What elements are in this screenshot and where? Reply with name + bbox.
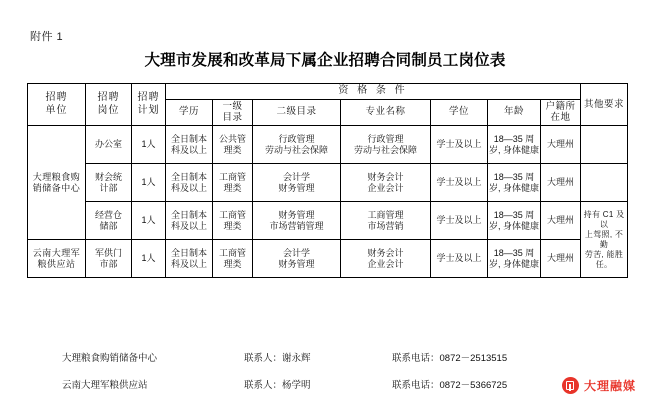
cell-education-line2: 科及以上 [170, 258, 207, 269]
table-header-row-1 [28, 84, 628, 100]
cell-age-line1: 18—35 周 [493, 171, 535, 182]
cell-residence: 大理州 [541, 202, 581, 240]
cell-residence: 大理州 [541, 126, 581, 164]
cell-education-line1: 全日制本 [170, 133, 207, 144]
cell-education-line1: 全日制本 [170, 209, 207, 220]
footer-phone: 联系电话：0872－2513515 [392, 353, 508, 364]
cell-position-line2: 计部 [99, 182, 118, 193]
header-category1 [213, 99, 253, 126]
cell-major [341, 164, 431, 202]
cell-education-line1: 全日制本 [170, 247, 207, 258]
cell-unit-line2: 粮供应站 [37, 258, 76, 269]
cell-category2-line1: 财务管理 [278, 209, 315, 220]
cell-position [86, 202, 132, 240]
cell-major-line2: 市场营销 [367, 220, 404, 231]
cell-category1-line2: 理类 [223, 258, 242, 269]
cell-category1 [213, 164, 253, 202]
cell-position: 办公室 [86, 126, 132, 164]
cell-major-line2: 企业会计 [367, 182, 404, 193]
table-row [28, 202, 628, 240]
cell-unit-line1: 大理粮食购 [32, 171, 81, 182]
header-category2-line1: 二级 [276, 106, 297, 118]
cell-plan: 1人 [132, 202, 166, 240]
cell-category2 [253, 240, 341, 278]
footer-line [0, 377, 650, 391]
cell-age-line1: 18—35 周 [493, 133, 535, 144]
cell-unit [28, 240, 86, 278]
page-title: 大理市发展和改革局下属企业招聘合同制员工岗位表 [144, 52, 506, 69]
cell-position [86, 164, 132, 202]
cell-education [166, 202, 213, 240]
header-residence [541, 99, 581, 126]
header-unit-line2: 单位 [45, 104, 68, 116]
header-position [86, 84, 132, 126]
cell-major-line1: 财务会计 [367, 247, 404, 258]
cell-category2-line2: 劳动与社会保障 [264, 144, 328, 155]
cell-age [488, 240, 541, 278]
cell-degree: 学士及以上 [431, 202, 488, 240]
cell-category1-line2: 理类 [223, 144, 242, 155]
cell-age [488, 164, 541, 202]
cell-education [166, 126, 213, 164]
cell-age-line1: 18—35 周 [493, 209, 535, 220]
cell-category1 [213, 240, 253, 278]
cell-education [166, 164, 213, 202]
header-other: 其他要求 [581, 84, 628, 126]
header-position-line2: 岗位 [97, 104, 120, 116]
footer-line [0, 350, 650, 364]
recruitment-table [27, 83, 628, 278]
cell-age-line1: 18—35 周 [493, 247, 535, 258]
cell-other [581, 126, 628, 164]
cell-position-line2: 储部 [99, 220, 118, 231]
header-unit [28, 84, 86, 126]
header-degree: 学位 [431, 99, 488, 126]
cell-unit-line1: 云南大理军 [32, 247, 81, 258]
cell-category2 [253, 126, 341, 164]
cell-position-line1: 经营仓 [94, 209, 122, 220]
cell-category2-line1: 行政管理 [278, 133, 315, 144]
cell-category2-line2: 市场营销管理 [269, 220, 324, 231]
cell-category1 [213, 202, 253, 240]
cell-education [166, 240, 213, 278]
cell-category1-line1: 工商管 [218, 171, 246, 182]
header-category2 [253, 99, 341, 126]
cell-age-line2: 岁, 身体健康 [489, 258, 540, 269]
cell-unit [28, 126, 86, 240]
cell-major-line1: 工商管理 [367, 209, 404, 220]
cell-age-line2: 岁, 身体健康 [489, 182, 540, 193]
cell-age [488, 126, 541, 164]
attachment-label: 附件 1 [30, 31, 64, 43]
footer-org: 云南大理军粮供应站 [62, 380, 148, 391]
header-qualification: 资 格 条 件 [166, 84, 581, 100]
cell-other-line3: 劳苦, 能胜任。 [584, 249, 624, 269]
header-position-line1: 招聘 [97, 92, 120, 104]
cell-age [488, 202, 541, 240]
cell-category2 [253, 202, 341, 240]
cell-education-line2: 科及以上 [170, 220, 207, 231]
header-age: 年龄 [488, 99, 541, 126]
cell-unit-line2: 销储备中心 [32, 182, 81, 193]
cell-category2-line1: 会计学 [282, 247, 310, 258]
cell-major [341, 126, 431, 164]
cell-residence: 大理州 [541, 240, 581, 278]
cell-education-line1: 全日制本 [170, 171, 207, 182]
cell-position-line2: 市部 [99, 258, 118, 269]
cell-residence: 大理州 [541, 164, 581, 202]
header-education: 学历 [166, 99, 213, 126]
cell-education-line2: 科及以上 [170, 182, 207, 193]
header-unit-line1: 招聘 [45, 92, 68, 104]
footer-org: 大理粮食购销储备中心 [62, 353, 158, 364]
cell-major [341, 202, 431, 240]
header-category2-line2: 目录 [296, 106, 317, 118]
cell-category2-line1: 会计学 [282, 171, 310, 182]
cell-major-line1: 行政管理 [367, 133, 404, 144]
cell-degree: 学士及以上 [431, 240, 488, 278]
cell-category2-line2: 财务管理 [278, 182, 315, 193]
header-plan-line2: 计划 [137, 104, 160, 116]
cell-major-line2: 劳动与社会保障 [353, 144, 417, 155]
cell-other-line2: 上驾照, 不勤 [584, 229, 624, 249]
cell-category1-line2: 理类 [223, 182, 242, 193]
cell-age-line2: 岁, 身体健康 [489, 144, 540, 155]
cell-position-line1: 军供门 [94, 247, 122, 258]
cell-plan: 1人 [132, 164, 166, 202]
cell-other [581, 164, 628, 202]
cell-plan: 1人 [132, 240, 166, 278]
cell-major-line2: 企业会计 [367, 258, 404, 269]
cell-degree: 学士及以上 [431, 126, 488, 164]
footer-contact: 联系人：杨学明 [244, 380, 311, 391]
camera-icon [562, 377, 579, 394]
footer-contact: 联系人：谢永辉 [244, 353, 311, 364]
header-plan [132, 84, 166, 126]
cell-category2-line2: 财务管理 [278, 258, 315, 269]
table-row [28, 164, 628, 202]
header-residence-line1: 户籍所 [545, 100, 576, 112]
header-plan-line1: 招聘 [137, 92, 160, 104]
table-row [28, 240, 628, 278]
cell-category2 [253, 164, 341, 202]
cell-other [581, 202, 628, 278]
cell-education-line2: 科及以上 [170, 144, 207, 155]
cell-category1-line1: 工商管 [218, 209, 246, 220]
cell-category1-line2: 理类 [223, 220, 242, 231]
cell-other-line1: 持有 C1 及以 [583, 209, 625, 229]
cell-position-line1: 财会统 [94, 171, 122, 182]
table-row [28, 126, 628, 164]
cell-major [341, 240, 431, 278]
footer-phone: 联系电话：0872－5366725 [392, 380, 508, 391]
cell-category1-line1: 工商管 [218, 247, 246, 258]
cell-position [86, 240, 132, 278]
cell-category1 [213, 126, 253, 164]
cell-degree: 学士及以上 [431, 164, 488, 202]
header-residence-line2: 在地 [550, 112, 571, 124]
brand-watermark [562, 377, 636, 394]
brand-name: 大理融媒 [583, 379, 636, 393]
footer-contacts [0, 350, 650, 404]
header-category1-line2: 目录 [222, 112, 243, 124]
cell-plan: 1人 [132, 126, 166, 164]
header-major: 专业名称 [341, 99, 431, 126]
cell-age-line2: 岁, 身体健康 [489, 220, 540, 231]
cell-category1-line1: 公共管 [218, 133, 246, 144]
header-category1-line1: 一级 [222, 100, 243, 112]
cell-major-line1: 财务会计 [367, 171, 404, 182]
